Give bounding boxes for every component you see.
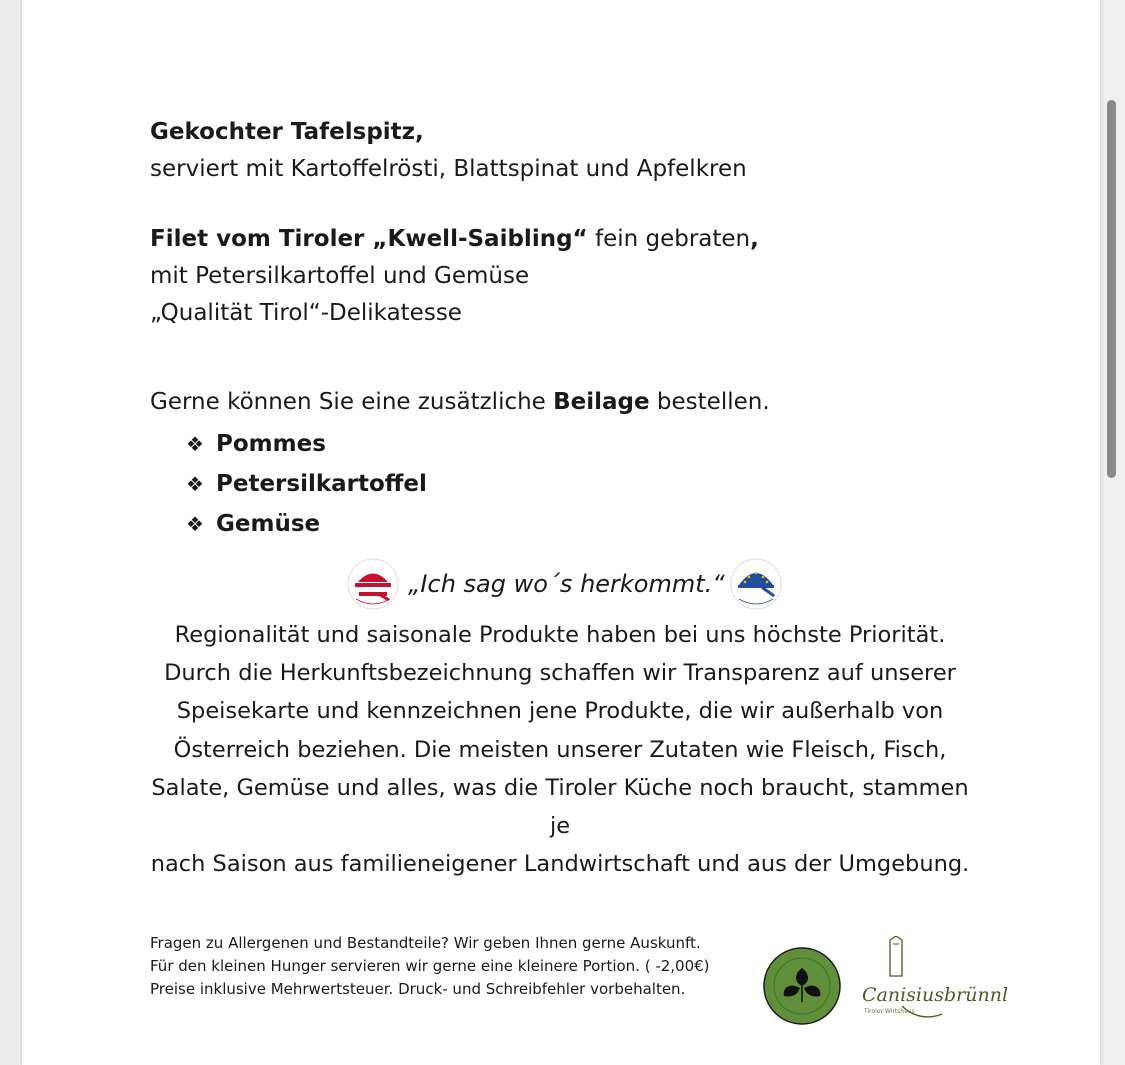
dish-title-rest: fein gebraten (587, 226, 751, 252)
sides-intro (150, 384, 770, 420)
side-label: Petersilkartoffel (216, 471, 427, 497)
dish-saibling (150, 221, 759, 332)
diamond-bullet-icon: ❖ (186, 432, 204, 456)
sides-intro-end: bestellen. (649, 389, 770, 415)
dish-tafelspitz (150, 114, 747, 188)
dish-description: serviert mit Kartoffelrösti, Blattspinat und Apfelkren (150, 156, 747, 182)
paragraph-line: Speisekarte und kennzeichnen jene Produkte, die wir außerhalb von (176, 698, 944, 725)
restaurant-name: Canisiusbrünnl (862, 984, 1009, 1006)
paragraph-line: nach Saison aus familieneigener Landwirtschaft und aus der Umgebung. (150, 851, 970, 878)
footer-line: Für den kleinen Hunger servieren wir gerne eine kleinere Portion. ( -2,00€) (150, 957, 710, 975)
dish-title: Gekochter Tafelspitz, (150, 119, 424, 145)
tiroler-wirtshaus-logo (762, 946, 842, 1026)
side-label: Pommes (216, 431, 326, 457)
paragraph-line: Durch die Herkunftsbezeichnung schaffen wir Transparenz auf unserer (164, 660, 956, 687)
dish-title (150, 221, 759, 258)
diamond-bullet-icon: ❖ (186, 512, 204, 536)
dish-description: mit Petersilkartoffel und Gemüse (150, 263, 530, 289)
sides-intro-text: Gerne können Sie eine zusätzliche (150, 389, 554, 415)
restaurant-subtitle: Tiroler Wirtshaus (864, 1008, 915, 1015)
eu-origin-badge-icon (729, 557, 783, 611)
austria-origin-badge-icon (346, 557, 400, 611)
dish-quality-note: „Qualität Tirol“-Delikatesse (150, 300, 462, 326)
sides-intro-bold: Beilage (553, 389, 650, 415)
scrollbar-thumb[interactable] (1107, 100, 1116, 478)
footer-line: Preise inklusive Mehrwertsteuer. Druck- und Schreibfehler vorbehalten. (150, 980, 686, 998)
paragraph-line: Österreich beziehen. Die meisten unserer Zutaten wie Fleisch, Fisch, (173, 736, 947, 763)
diamond-bullet-icon: ❖ (186, 472, 204, 496)
sides-list (184, 424, 427, 544)
footer-notes (150, 932, 710, 1001)
side-label: Gemüse (216, 511, 321, 537)
list-item (184, 424, 427, 464)
list-item (184, 504, 427, 544)
dish-title-bold: Filet vom Tiroler „Kwell-Saibling“ (150, 226, 588, 252)
dish-title-comma: , (750, 226, 759, 252)
canisiusbruennl-logo (862, 936, 1009, 1028)
motto-text: „Ich sag wo´s herkommt.“ (408, 570, 725, 598)
list-item (184, 464, 427, 504)
paragraph-line: Salate, Gemüse und alles, was die Tiroler Küche noch braucht, stammen je (151, 774, 969, 840)
footer-line: Fragen zu Allergenen und Bestandteile? Wir geben Ihnen gerne Auskunft. (150, 934, 701, 952)
motto-row (346, 556, 783, 612)
paragraph-line: Regionalität und saisonale Produkte haben bei uns höchste Priorität. (174, 622, 946, 648)
regionality-paragraph (145, 616, 975, 883)
